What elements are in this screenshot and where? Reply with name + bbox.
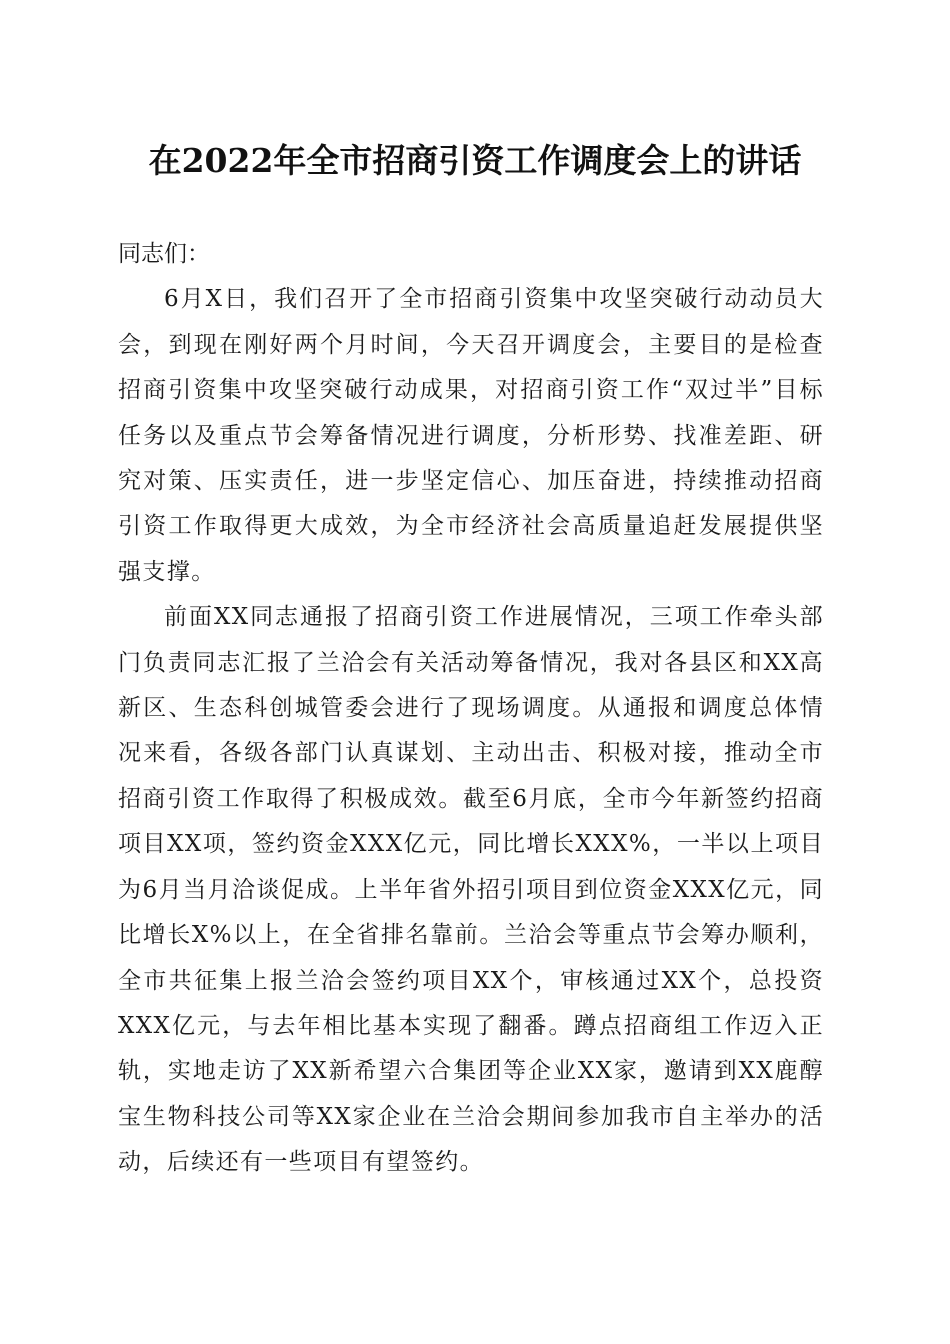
salutation: 同志们： — [118, 241, 210, 267]
paragraph-2: 前面XX同志通报了招商引资工作进展情况，三项工作牵头部门负责同志汇报了兰洽会有关活动筹备情况，我对各县区和XX高新区、生态科创城管委会进行了现场调度。从通报和调度总体情况来看，各级各部门认真谋划、主动出击、积极对接，推动全市招商引资工作取得了积极成效。截至6月底，全市今年新签约招商项目XX项，签约资金XXX亿元，同比增长XXX%，一半以上项目为6月当月洽谈促成。上半年省外招引项目到位资金XXX亿元，同比增长X%以上，在全省排名靠前。兰洽会等重点节会筹办顺利，全市共征集上报兰洽会签约项目XX个，审核通过XX个，总投资XXX亿元，与去年相比基本实现了翻番。蹲点招商组工作迈入正轨，实地走访了XX新希望六合集团等企业XX家，邀请到XX鹿醇宝生物科技公司等XX家企业在兰洽会期间参加我市自主举办的活动，后续还有一些项目有望签约。 — [118, 604, 824, 1176]
document-body — [118, 232, 824, 1186]
document-title: 在2022年全市招商引资工作调度会上的讲话 — [148, 141, 802, 180]
paragraph-1: 6月X日，我们召开了全市招商引资集中攻坚突破行动动员大会，到现在刚好两个月时间，今天召开调度会，主要目的是检查招商引资集中攻坚突破行动成果，对招商引资工作“双过半”目标任务以及重点节会筹备情况进行调度，分析形势、找准差距、研究对策、压实责任，进一步坚定信心、加压奋进，持续推动招商引资工作取得更大成效，为全市经济社会高质量追赶发展提供坚强支撑。 — [118, 286, 824, 585]
